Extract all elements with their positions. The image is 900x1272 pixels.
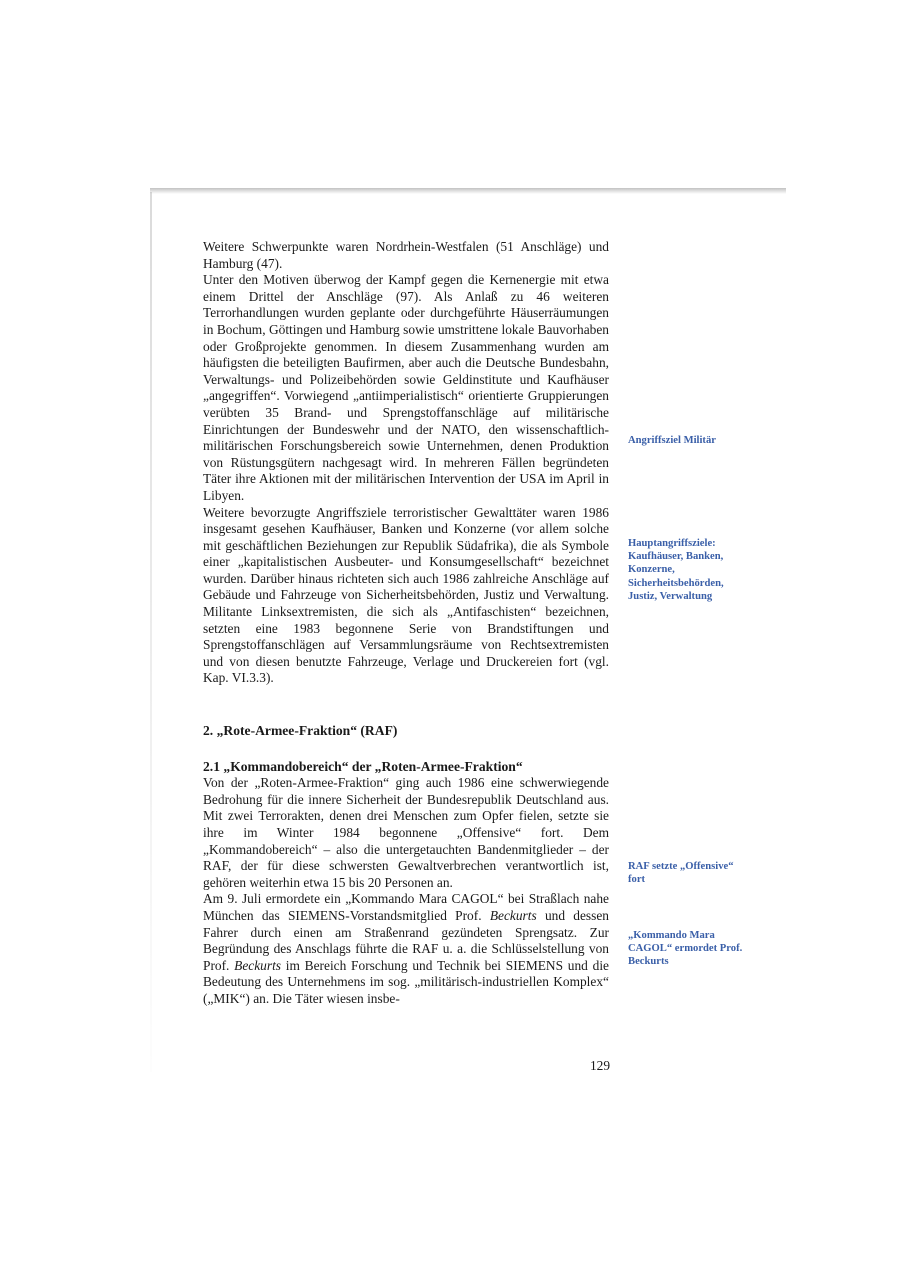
page-number: 129 bbox=[589, 1058, 611, 1073]
paragraph-angriffsziele: Weitere bevorzugte Angriffsziele terroristischer Gewalttäter waren 1986 insgesamt gesehen Kaufhäuser, Banken und Konzerne (vor allem solche mit geschäftlichen Beziehungen zur Republik Südafrika), die als Symbole einer „kapitalistischen Ausbeuter- und Konsumgesellschaft“ bezeichnet wurden. Darüber hinaus richteten sich auch 1986 zahlreiche Anschläge auf Gebäude und Fahrzeuge von Sicherheitsbehörden, Justiz und Verwaltung. Militante Linksextremisten, die sich als „Antifaschisten“ bezeichnen, setzten eine 1983 begonnene Serie von Brandstiftungen und Sprengstoffanschlägen auf Versammlungsräume von Rechtsextremisten und von diesen benutzte Fahrzeuge, Verlage und Druckereien fort (vgl. Kap. VI.3.3). bbox=[203, 504, 609, 686]
margin-note-kommando: „Kommando Mara CAGOL“ ermordet Prof. Beckurts bbox=[628, 930, 743, 968]
scan-shadow-top bbox=[150, 188, 786, 194]
margin-note-offensive: RAF setzte „Offensive“ fort bbox=[628, 861, 734, 886]
section-heading-raf: 2. „Rote-Armee-Fraktion“ (RAF) bbox=[203, 723, 398, 739]
subsection-heading-kommandobereich: 2.1 „Kommandobereich“ der „Roten-Armee-Fraktion“ bbox=[203, 758, 523, 774]
name-beckurts: Beckurts bbox=[489, 907, 537, 923]
scan-shadow-left bbox=[150, 192, 152, 1072]
paragraph-beckurts bbox=[203, 891, 609, 1007]
paragraph-bedrohung: Von der „Roten-Armee-Fraktion“ ging auch 1986 eine schwerwiegende Bedrohung für die innere Sicherheit der Bundesrepublik Deutschland aus. Mit zwei Terrorakten, denen drei Menschen zum Opfer fielen, setzte sie ihre im Winter 1984 begonnene „Offensive“ fort. Dem „Kommandobereich“ – also die untergetauchten Bandenmitglieder – der RAF, der für diese schwersten Gewaltverbrechen verantwortlich ist, gehören weiterhin etwa 15 bis 20 Personen an. bbox=[203, 775, 609, 890]
paragraph-schwerpunkte: Weitere Schwerpunkte waren Nordrhein-Westfalen (51 Anschläge) und Hamburg (47). bbox=[203, 239, 609, 271]
main-text-column bbox=[203, 239, 609, 1008]
paragraph-motive: Unter den Motiven überwog der Kampf gegen die Kernenergie mit etwa einem Drittel der Anschläge (97). Als Anlaß zu 46 weiteren Terrorhandlungen wurden geplante oder durchgeführte Häuserräumungen in Bochum, Göttingen und Hamburg sowie umstrittene lokale Bauvorhaben oder Großprojekte genommen. In diesem Zusammenhang wurden am häufigsten die beteiligten Baufirmen, aber auch die Deutsche Bundesbahn, Verwaltungs- und Polizeibehörden sowie Geldinstitute und Kaufhäuser „angegriffen“. Vorwiegend „antiimperialistisch“ orientierte Gruppierungen verübten 35 Brand- und Sprengstoffanschläge auf militärische Einrichtungen der Bundeswehr und der NATO, den wissenschaftlich-militärischen Forschungsbereich sowie Unternehmen, denen Produktion von Rüstungsgütern nachgesagt wird. In mehreren Fällen begründeten Täter ihre Aktionen mit der militärischen Intervention der USA im April in Libyen. bbox=[203, 272, 609, 503]
margin-note-militaer: Angriffsziel Militär bbox=[628, 435, 716, 446]
text-run: Am 9. Juli ermordete ein „Kommando Mara CAGOL“ bei Straßlach nahe München das SIEMENS-Vorstandsmitglied Prof. bbox=[203, 891, 609, 923]
text-run: und dessen Fahrer durch einen am Straßenrand gezündeten Sprengsatz. Zur Begründung des Anschlags führte die RAF u. a. die Schlüsselstellung von Prof. bbox=[203, 907, 609, 973]
margin-note-hauptangriffsziele: Hauptangriffsziele: Kaufhäuser, Banken, Konzerne, Sicherheitsbehörden, Justiz, Verwaltung bbox=[628, 538, 724, 602]
name-beckurts: Beckurts bbox=[234, 957, 282, 973]
text-run: im Bereich Forschung und Technik bei SIEMENS und die Bedeutung des Unternehmens im sog. „militärisch-industriellen Komplex“ („MIK“) an. Die Täter wiesen insbe- bbox=[203, 957, 609, 1006]
